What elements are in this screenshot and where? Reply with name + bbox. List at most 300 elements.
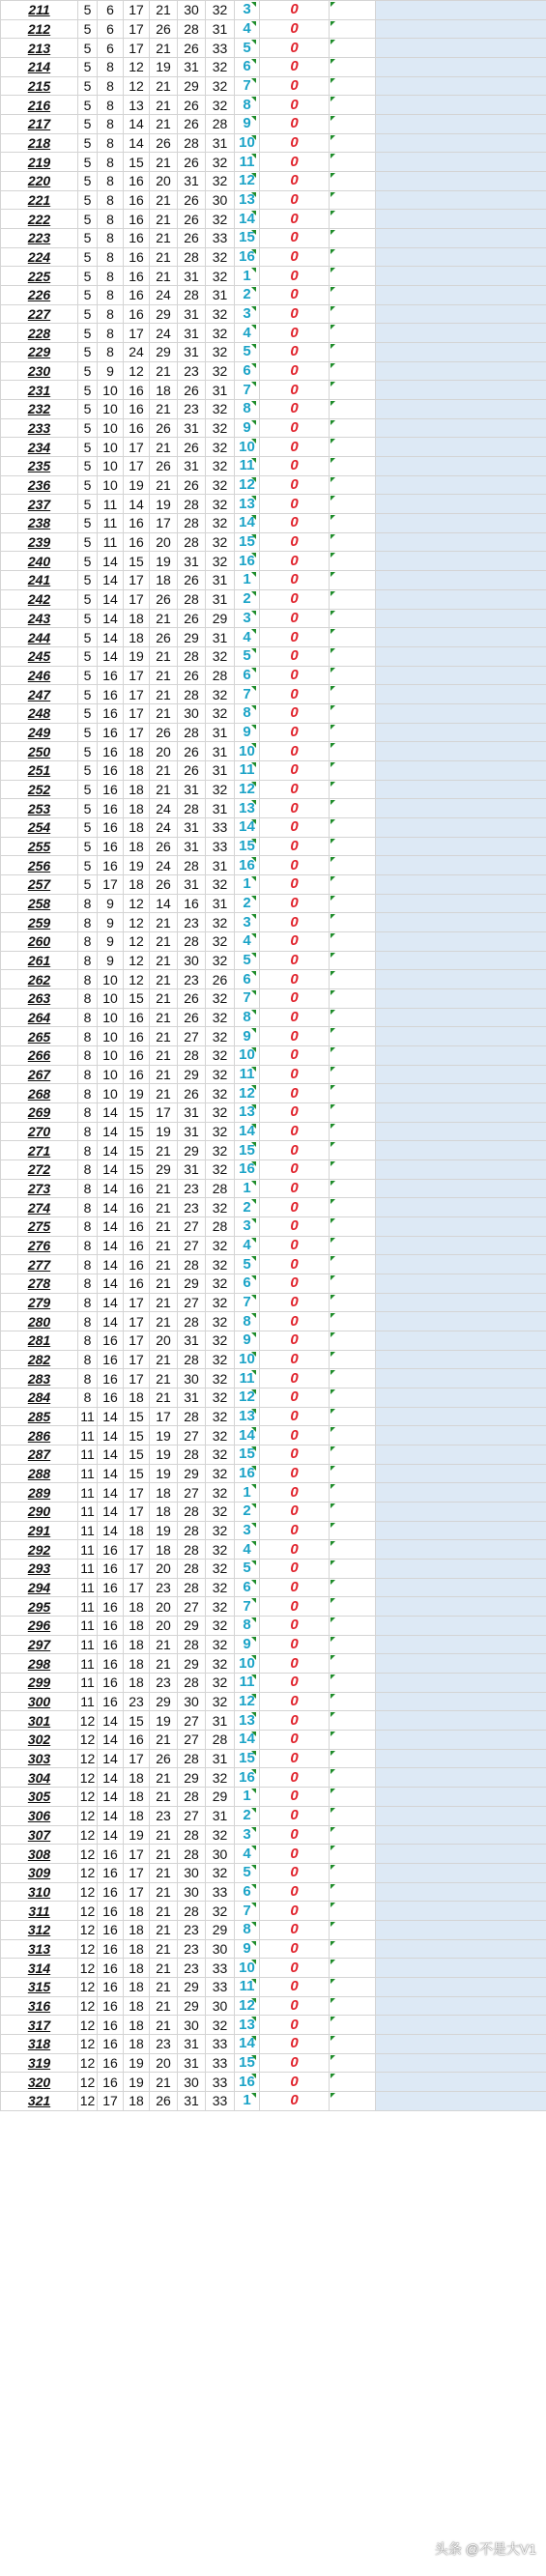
number-cell[interactable]: 21 [150,609,178,628]
row-index-cell[interactable]: 292 [1,1540,78,1560]
marker-cell[interactable] [330,951,376,970]
number-cell[interactable]: 14 [98,1274,124,1294]
number-cell[interactable]: 12 [78,1768,98,1788]
number-cell[interactable]: 16 [98,1674,124,1693]
number-cell[interactable]: 8 [98,267,124,286]
marker-cell[interactable] [330,703,376,723]
number-cell[interactable]: 26 [150,837,178,856]
row-index-cell[interactable]: 258 [1,894,78,913]
number-cell[interactable]: 26 [178,96,206,115]
number-cell[interactable]: 5 [78,666,98,685]
number-cell[interactable]: 8 [98,153,124,172]
group-number-cell[interactable] [235,1825,260,1845]
group-number-cell[interactable] [235,1674,260,1693]
number-cell[interactable]: 32 [206,1198,235,1217]
marker-cell[interactable] [330,988,376,1008]
row-index-cell[interactable]: 252 [1,780,78,799]
number-cell[interactable]: 14 [98,1179,124,1198]
row-index-cell[interactable]: 308 [1,1845,78,1864]
zero-value-cell[interactable]: 0 [260,571,330,590]
number-cell[interactable]: 14 [98,1159,124,1179]
number-cell[interactable]: 14 [98,646,124,666]
group-number-cell[interactable] [235,2016,260,2035]
number-cell[interactable]: 32 [206,324,235,343]
number-cell[interactable]: 8 [98,115,124,134]
group-number-cell[interactable] [235,532,260,552]
row-index-cell[interactable]: 259 [1,913,78,932]
number-cell[interactable]: 19 [124,2053,150,2073]
marker-cell[interactable] [330,229,376,248]
number-cell[interactable]: 31 [206,381,235,400]
number-cell[interactable]: 33 [206,2034,235,2053]
number-cell[interactable]: 29 [150,1159,178,1179]
number-cell[interactable]: 32 [206,1350,235,1369]
marker-cell[interactable] [330,1959,376,1978]
number-cell[interactable]: 12 [78,1863,98,1882]
number-cell[interactable]: 26 [150,723,178,742]
number-cell[interactable]: 27 [178,1236,206,1255]
number-cell[interactable]: 32 [206,361,235,381]
marker-cell[interactable] [330,723,376,742]
number-cell[interactable]: 14 [98,1445,124,1465]
number-cell[interactable]: 14 [98,589,124,609]
number-cell[interactable]: 32 [206,457,235,476]
number-cell[interactable]: 6 [98,1,124,20]
zero-value-cell[interactable]: 0 [260,817,330,837]
number-cell[interactable]: 33 [206,1882,235,1902]
zero-value-cell[interactable]: 0 [260,874,330,894]
number-cell[interactable]: 28 [178,1578,206,1597]
number-cell[interactable]: 31 [178,172,206,191]
number-cell[interactable]: 14 [98,628,124,647]
zero-value-cell[interactable]: 0 [260,1369,330,1388]
number-cell[interactable]: 31 [206,628,235,647]
row-index-cell[interactable]: 319 [1,2053,78,2073]
number-cell[interactable]: 18 [124,799,150,818]
zero-value-cell[interactable]: 0 [260,39,330,58]
number-cell[interactable]: 31 [178,1102,206,1122]
zero-value-cell[interactable]: 0 [260,1749,330,1768]
number-cell[interactable]: 32 [206,304,235,324]
number-cell[interactable]: 17 [124,1369,150,1388]
number-cell[interactable]: 21 [150,1768,178,1788]
number-cell[interactable]: 14 [98,1788,124,1807]
number-cell[interactable]: 21 [150,96,178,115]
number-cell[interactable]: 16 [98,685,124,704]
zero-value-cell[interactable]: 0 [260,2091,330,2110]
number-cell[interactable]: 32 [206,988,235,1008]
row-index-cell[interactable]: 239 [1,532,78,552]
number-cell[interactable]: 32 [206,646,235,666]
zero-value-cell[interactable]: 0 [260,172,330,191]
number-cell[interactable]: 32 [206,780,235,799]
marker-cell[interactable] [330,1540,376,1560]
marker-cell[interactable] [330,817,376,837]
number-cell[interactable]: 32 [206,1768,235,1788]
marker-cell[interactable] [330,1407,376,1426]
number-cell[interactable]: 5 [78,153,98,172]
number-cell[interactable]: 32 [206,1293,235,1312]
zero-value-cell[interactable]: 0 [260,304,330,324]
row-index-cell[interactable]: 314 [1,1959,78,1978]
number-cell[interactable]: 31 [178,817,206,837]
number-cell[interactable]: 5 [78,58,98,77]
number-cell[interactable]: 16 [98,1920,124,1939]
number-cell[interactable]: 26 [150,418,178,438]
number-cell[interactable]: 5 [78,361,98,381]
row-index-cell[interactable]: 299 [1,1674,78,1693]
number-cell[interactable]: 17 [124,723,150,742]
number-cell[interactable]: 18 [124,742,150,761]
zero-value-cell[interactable]: 0 [260,153,330,172]
marker-cell[interactable] [330,2034,376,2053]
number-cell[interactable]: 18 [124,817,150,837]
group-number-cell[interactable] [235,39,260,58]
number-cell[interactable]: 21 [150,1179,178,1198]
number-cell[interactable]: 12 [78,1788,98,1807]
group-number-cell[interactable] [235,1788,260,1807]
number-cell[interactable]: 16 [124,1217,150,1237]
row-index-cell[interactable]: 260 [1,931,78,951]
zero-value-cell[interactable]: 0 [260,685,330,704]
number-cell[interactable]: 32 [206,874,235,894]
row-index-cell[interactable]: 271 [1,1141,78,1160]
number-cell[interactable]: 21 [150,1217,178,1237]
number-cell[interactable]: 5 [78,400,98,419]
number-cell[interactable]: 11 [78,1426,98,1445]
number-cell[interactable]: 17 [124,19,150,39]
row-index-cell[interactable]: 289 [1,1483,78,1503]
number-cell[interactable]: 32 [206,1825,235,1845]
group-number-cell[interactable] [235,609,260,628]
number-cell[interactable]: 32 [206,210,235,229]
number-cell[interactable]: 14 [98,1426,124,1445]
number-cell[interactable]: 18 [124,2091,150,2110]
group-number-cell[interactable] [235,400,260,419]
number-cell[interactable]: 31 [178,304,206,324]
row-index-cell[interactable]: 278 [1,1274,78,1294]
row-index-cell[interactable]: 312 [1,1920,78,1939]
number-cell[interactable]: 18 [124,874,150,894]
number-cell[interactable]: 12 [78,2034,98,2053]
number-cell[interactable]: 15 [124,1141,150,1160]
number-cell[interactable]: 17 [124,1350,150,1369]
number-cell[interactable]: 18 [124,1806,150,1825]
number-cell[interactable]: 32 [206,1008,235,1027]
number-cell[interactable]: 18 [124,1996,150,2016]
row-index-cell[interactable]: 304 [1,1768,78,1788]
row-index-cell[interactable]: 234 [1,438,78,457]
marker-cell[interactable] [330,1768,376,1788]
number-cell[interactable]: 23 [178,1179,206,1198]
number-cell[interactable]: 32 [206,913,235,932]
number-cell[interactable]: 30 [206,190,235,210]
marker-cell[interactable] [330,1045,376,1065]
number-cell[interactable]: 32 [206,685,235,704]
marker-cell[interactable] [330,2091,376,2110]
number-cell[interactable]: 16 [98,780,124,799]
number-cell[interactable]: 16 [124,532,150,552]
row-index-cell[interactable]: 269 [1,1102,78,1122]
number-cell[interactable]: 5 [78,609,98,628]
row-index-cell[interactable]: 237 [1,495,78,514]
number-cell[interactable]: 32 [206,1045,235,1065]
zero-value-cell[interactable]: 0 [260,1445,330,1465]
number-cell[interactable]: 28 [178,1521,206,1540]
number-cell[interactable]: 32 [206,1388,235,1408]
group-number-cell[interactable] [235,1692,260,1711]
number-cell[interactable]: 29 [178,1274,206,1294]
group-number-cell[interactable] [235,1369,260,1388]
zero-value-cell[interactable]: 0 [260,247,330,267]
zero-value-cell[interactable]: 0 [260,1768,330,1788]
number-cell[interactable]: 14 [98,571,124,590]
number-cell[interactable]: 21 [150,988,178,1008]
number-cell[interactable]: 16 [98,1388,124,1408]
number-cell[interactable]: 12 [78,1731,98,1750]
group-number-cell[interactable] [235,153,260,172]
number-cell[interactable]: 21 [150,438,178,457]
number-cell[interactable]: 29 [178,1654,206,1674]
number-cell[interactable]: 5 [78,552,98,571]
number-cell[interactable]: 31 [178,552,206,571]
number-cell[interactable]: 30 [178,2016,206,2035]
number-cell[interactable]: 19 [150,495,178,514]
number-cell[interactable]: 32 [206,475,235,495]
number-cell[interactable]: 17 [124,1483,150,1503]
marker-cell[interactable] [330,495,376,514]
number-cell[interactable]: 16 [98,799,124,818]
number-cell[interactable]: 8 [78,951,98,970]
number-cell[interactable]: 16 [98,723,124,742]
number-cell[interactable]: 5 [78,438,98,457]
group-number-cell[interactable] [235,1578,260,1597]
marker-cell[interactable] [330,685,376,704]
row-index-cell[interactable]: 297 [1,1635,78,1654]
row-index-cell[interactable]: 295 [1,1597,78,1617]
zero-value-cell[interactable]: 0 [260,19,330,39]
number-cell[interactable]: 19 [150,1122,178,1141]
number-cell[interactable]: 28 [178,1350,206,1369]
number-cell[interactable]: 5 [78,703,98,723]
number-cell[interactable]: 15 [124,552,150,571]
zero-value-cell[interactable]: 0 [260,913,330,932]
zero-value-cell[interactable]: 0 [260,1977,330,1996]
number-cell[interactable]: 23 [178,1959,206,1978]
zero-value-cell[interactable]: 0 [260,2073,330,2092]
number-cell[interactable]: 14 [98,1217,124,1237]
number-cell[interactable]: 28 [178,1503,206,1522]
number-cell[interactable]: 17 [124,666,150,685]
number-cell[interactable]: 32 [206,1122,235,1141]
number-cell[interactable]: 5 [78,628,98,647]
number-cell[interactable]: 26 [178,190,206,210]
number-cell[interactable]: 21 [150,685,178,704]
number-cell[interactable]: 10 [98,438,124,457]
number-cell[interactable]: 8 [78,1255,98,1274]
row-index-cell[interactable]: 318 [1,2034,78,2053]
zero-value-cell[interactable]: 0 [260,1141,330,1160]
number-cell[interactable]: 11 [78,1483,98,1503]
number-cell[interactable]: 31 [206,1806,235,1825]
group-number-cell[interactable] [235,1540,260,1560]
number-cell[interactable]: 29 [178,76,206,96]
number-cell[interactable]: 5 [78,589,98,609]
number-cell[interactable]: 28 [178,1540,206,1560]
row-index-cell[interactable]: 246 [1,666,78,685]
number-cell[interactable]: 17 [124,1749,150,1768]
number-cell[interactable]: 32 [206,703,235,723]
number-cell[interactable]: 12 [78,1902,98,1921]
marker-cell[interactable] [330,2016,376,2035]
number-cell[interactable]: 32 [206,1,235,20]
number-cell[interactable]: 27 [178,1293,206,1312]
zero-value-cell[interactable]: 0 [260,438,330,457]
marker-cell[interactable] [330,913,376,932]
row-index-cell[interactable]: 226 [1,286,78,305]
number-cell[interactable]: 12 [124,361,150,381]
row-index-cell[interactable]: 301 [1,1711,78,1731]
number-cell[interactable]: 26 [178,1084,206,1103]
number-cell[interactable]: 31 [206,894,235,913]
zero-value-cell[interactable]: 0 [260,133,330,153]
group-number-cell[interactable] [235,190,260,210]
number-cell[interactable]: 12 [124,913,150,932]
group-number-cell[interactable] [235,1065,260,1084]
group-number-cell[interactable] [235,703,260,723]
number-cell[interactable]: 5 [78,115,98,134]
number-cell[interactable]: 21 [150,115,178,134]
number-cell[interactable]: 21 [150,703,178,723]
number-cell[interactable]: 5 [78,1,98,20]
number-cell[interactable]: 23 [150,1806,178,1825]
number-cell[interactable]: 16 [98,2016,124,2035]
number-cell[interactable]: 9 [98,913,124,932]
number-cell[interactable]: 18 [124,1654,150,1674]
marker-cell[interactable] [330,475,376,495]
marker-cell[interactable] [330,1274,376,1294]
row-index-cell[interactable]: 232 [1,400,78,419]
zero-value-cell[interactable]: 0 [260,1350,330,1369]
row-index-cell[interactable]: 311 [1,1902,78,1921]
row-index-cell[interactable]: 281 [1,1331,78,1351]
number-cell[interactable]: 10 [98,988,124,1008]
number-cell[interactable]: 18 [124,1674,150,1693]
marker-cell[interactable] [330,1159,376,1179]
number-cell[interactable]: 16 [98,666,124,685]
number-cell[interactable]: 23 [178,361,206,381]
number-cell[interactable]: 31 [206,1749,235,1768]
zero-value-cell[interactable]: 0 [260,1654,330,1674]
marker-cell[interactable] [330,552,376,571]
group-number-cell[interactable] [235,1102,260,1122]
number-cell[interactable]: 5 [78,495,98,514]
number-cell[interactable]: 5 [78,343,98,362]
number-cell[interactable]: 32 [206,267,235,286]
number-cell[interactable]: 28 [178,133,206,153]
marker-cell[interactable] [330,1179,376,1198]
number-cell[interactable]: 32 [206,532,235,552]
marker-cell[interactable] [330,1674,376,1693]
number-cell[interactable]: 32 [206,76,235,96]
number-cell[interactable]: 8 [78,1179,98,1198]
number-cell[interactable]: 19 [124,2073,150,2092]
number-cell[interactable]: 20 [150,742,178,761]
marker-cell[interactable] [330,571,376,590]
number-cell[interactable]: 16 [98,1369,124,1388]
number-cell[interactable]: 12 [78,1749,98,1768]
number-cell[interactable]: 33 [206,1977,235,1996]
number-cell[interactable]: 14 [98,1293,124,1312]
number-cell[interactable]: 5 [78,210,98,229]
number-cell[interactable]: 24 [150,799,178,818]
number-cell[interactable]: 8 [98,304,124,324]
number-cell[interactable]: 32 [206,1902,235,1921]
number-cell[interactable]: 5 [78,837,98,856]
number-cell[interactable]: 17 [124,1882,150,1902]
number-cell[interactable]: 14 [124,133,150,153]
number-cell[interactable]: 5 [78,133,98,153]
number-cell[interactable]: 32 [206,1503,235,1522]
number-cell[interactable]: 32 [206,1141,235,1160]
number-cell[interactable]: 8 [78,1027,98,1046]
zero-value-cell[interactable]: 0 [260,1635,330,1654]
number-cell[interactable]: 11 [78,1617,98,1636]
number-cell[interactable]: 17 [98,874,124,894]
marker-cell[interactable] [330,1560,376,1579]
number-cell[interactable]: 14 [98,1102,124,1122]
number-cell[interactable]: 28 [178,19,206,39]
number-cell[interactable]: 31 [178,2034,206,2053]
number-cell[interactable]: 23 [178,1198,206,1217]
number-cell[interactable]: 14 [98,1141,124,1160]
number-cell[interactable]: 15 [124,1122,150,1141]
row-index-cell[interactable]: 287 [1,1445,78,1465]
row-index-cell[interactable]: 249 [1,723,78,742]
group-number-cell[interactable] [235,742,260,761]
group-number-cell[interactable] [235,172,260,191]
number-cell[interactable]: 21 [150,1788,178,1807]
marker-cell[interactable] [330,1445,376,1465]
row-index-cell[interactable]: 313 [1,1939,78,1959]
zero-value-cell[interactable]: 0 [260,1217,330,1237]
number-cell[interactable]: 17 [124,685,150,704]
number-cell[interactable]: 28 [178,856,206,875]
marker-cell[interactable] [330,1920,376,1939]
number-cell[interactable]: 30 [178,2073,206,2092]
number-cell[interactable]: 16 [98,817,124,837]
number-cell[interactable]: 26 [178,666,206,685]
group-number-cell[interactable] [235,304,260,324]
number-cell[interactable]: 31 [178,1122,206,1141]
row-index-cell[interactable]: 235 [1,457,78,476]
marker-cell[interactable] [330,1711,376,1731]
number-cell[interactable]: 31 [206,133,235,153]
group-number-cell[interactable] [235,381,260,400]
row-index-cell[interactable]: 256 [1,856,78,875]
group-number-cell[interactable] [235,1768,260,1788]
zero-value-cell[interactable]: 0 [260,1102,330,1122]
number-cell[interactable]: 16 [98,1540,124,1560]
number-cell[interactable]: 28 [178,1445,206,1465]
row-index-cell[interactable]: 321 [1,2091,78,2110]
marker-cell[interactable] [330,1483,376,1503]
marker-cell[interactable] [330,1388,376,1408]
marker-cell[interactable] [330,1236,376,1255]
number-cell[interactable]: 26 [150,133,178,153]
zero-value-cell[interactable]: 0 [260,780,330,799]
zero-value-cell[interactable]: 0 [260,1084,330,1103]
